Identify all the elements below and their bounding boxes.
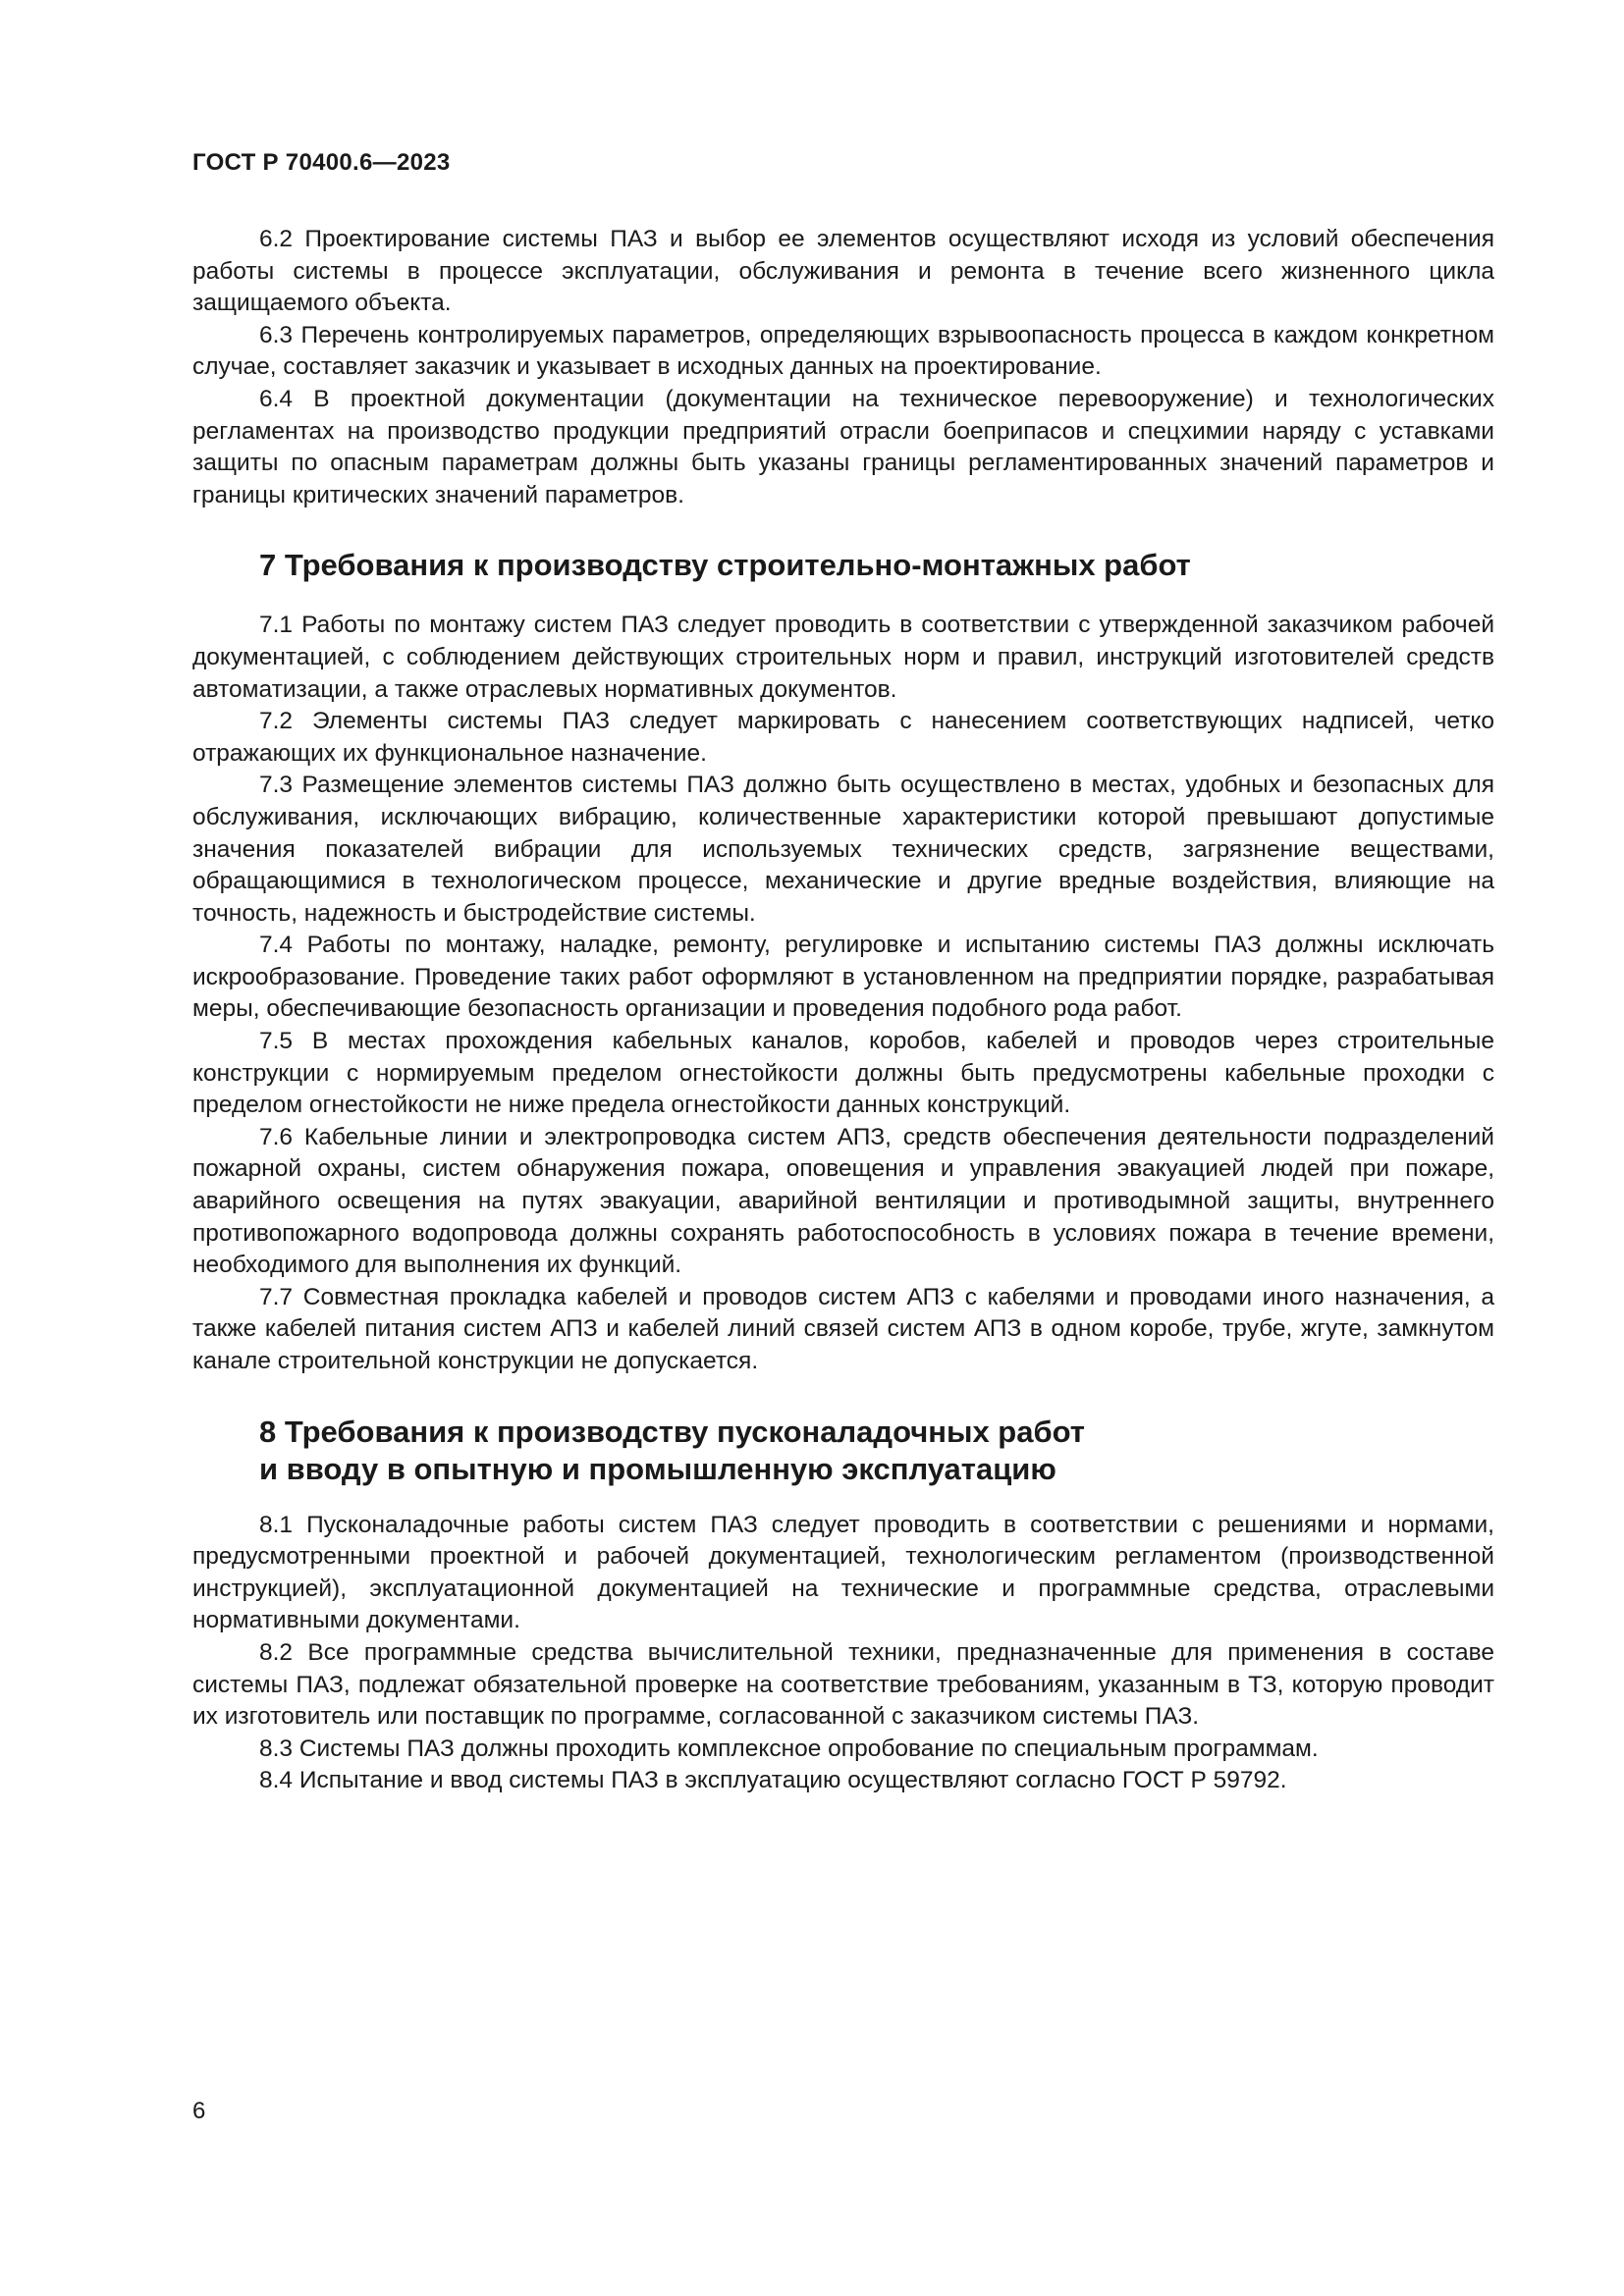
paragraph-7-1: 7.1 Работы по монтажу систем ПАЗ следует проводить в соответствии с утвержденной заказчиком рабочей документацией, с соблюдением действующих строительных норм и правил, инструкций изготовителей средств автоматизации, а также отраслевых нормативных документов.: [192, 612, 1494, 703]
section-8-heading-line1: 8 Требования к производству пусконаладочных работ: [259, 1414, 1085, 1449]
paragraph-6-4: 6.4 В проектной документации (документации на техническое перевооружение) и технологических регламентах на производство продукции предприятий отрасли боеприпасов и спецхимии наряду с уставками защиты по опасным параметрам должны быть указаны границы регламентированных значений параметров и границы критических значений параметров.: [192, 385, 1494, 508]
paragraph-6-2: 6.2 Проектирование системы ПАЗ и выбор ее элементов осуществляют исходя из условий обеспечения работы системы в процессе эксплуатации, обслуживания и ремонта в течение всего жизненного цикла защищаемого объекта.: [192, 226, 1494, 317]
section-8-heading: [192, 1414, 1494, 1488]
paragraph-8-2: 8.2 Все программные средства вычислительной техники, предназначенные для применения в составе системы ПАЗ, подлежат обязательной проверке на соответствие требованиям, указанным в ТЗ, которую проводит их изготовитель или поставщик по программе, согласованной с заказчиком системы ПАЗ.: [192, 1638, 1494, 1731]
paragraph-7-2: 7.2 Элементы системы ПАЗ следует маркировать с нанесением соответствующих надписей, четко отражающих их функциональное назначение.: [192, 708, 1494, 767]
section-7-heading: 7 Требования к производству строительно-монтажных работ: [259, 548, 1191, 583]
paragraph-8-1: 8.1 Пусконаладочные работы систем ПАЗ следует проводить в соответствии с решениями и нормами, предусмотренными проектной и рабочей документацией, технологическим регламентом (производственной инструкцией), эксплуатационной документацией на технические и программные средства, отраслевыми нормативными документами.: [192, 1511, 1494, 1634]
document-code-header: ГОСТ Р 70400.6—2023: [192, 149, 451, 176]
paragraph-7-6: 7.6 Кабельные линии и электропроводка систем АПЗ, средств обеспечения деятельности подразделений пожарной охраны, систем обнаружения пожара, оповещения и управления эвакуацией людей при пожаре, аварийного освещения на путях эвакуации, аварийной вентиляции и противодымной защиты, внутреннего противопожарного водопровода должны сохранять работоспособность в условиях пожара в течение времени, необходимого для выполнения их функций.: [192, 1123, 1494, 1279]
paragraph-7-7: 7.7 Совместная прокладка кабелей и проводов систем АПЗ с кабелями и проводами иного назначения, а также кабелей питания систем АПЗ и кабелей линий связей систем АПЗ в одном коробе, трубе, жгуте, замкнутом канале строительной конструкции не допускается.: [192, 1283, 1494, 1374]
paragraph-7-4: 7.4 Работы по монтажу, наладке, ремонту, регулировке и испытанию системы ПАЗ должны исключать искрообразование. Проведение таких работ оформляют в установленном на предприятии порядке, разрабатывая меры, обеспечивающие безопасность организации и проведения подобного рода работ.: [192, 932, 1494, 1023]
paragraph-6-3: 6.3 Перечень контролируемых параметров, определяющих взрывоопасность процесса в каждом конкретном случае, составляет заказчик и указывает в исходных данных на проектирование.: [192, 321, 1494, 381]
paragraph-7-3: 7.3 Размещение элементов системы ПАЗ должно быть осуществлено в местах, удобных и безопасных для обслуживания, исключающих вибрацию, количественные характеристики которой превышают допустимые значения показателей вибрации для используемых технических средств, загрязнение веществами, обращающимися в технологическом процессе, механические и другие вредные воздействия, влияющие на точность, надежность и быстродействие системы.: [192, 772, 1494, 927]
paragraph-8-4: 8.4 Испытание и ввод системы ПАЗ в эксплуатацию осуществляют согласно ГОСТ Р 59792.: [259, 1767, 1287, 1794]
paragraph-7-5: 7.5 В местах прохождения кабельных каналов, коробов, кабелей и проводов через строительные конструкции с нормируемым пределом огнестойкости должны быть предусмотрены кабельные проходки с пределом огнестойкости не ниже предела огнестойкости данных конструкций.: [192, 1028, 1494, 1119]
document-body: [192, 224, 1494, 1797]
section-8-heading-line2: и вводу в опытную и промышленную эксплуатацию: [259, 1451, 1056, 1486]
page-number: 6: [192, 2098, 206, 2124]
paragraph-8-3: 8.3 Системы ПАЗ должны проходить комплексное опробование по специальным программам.: [259, 1735, 1319, 1762]
